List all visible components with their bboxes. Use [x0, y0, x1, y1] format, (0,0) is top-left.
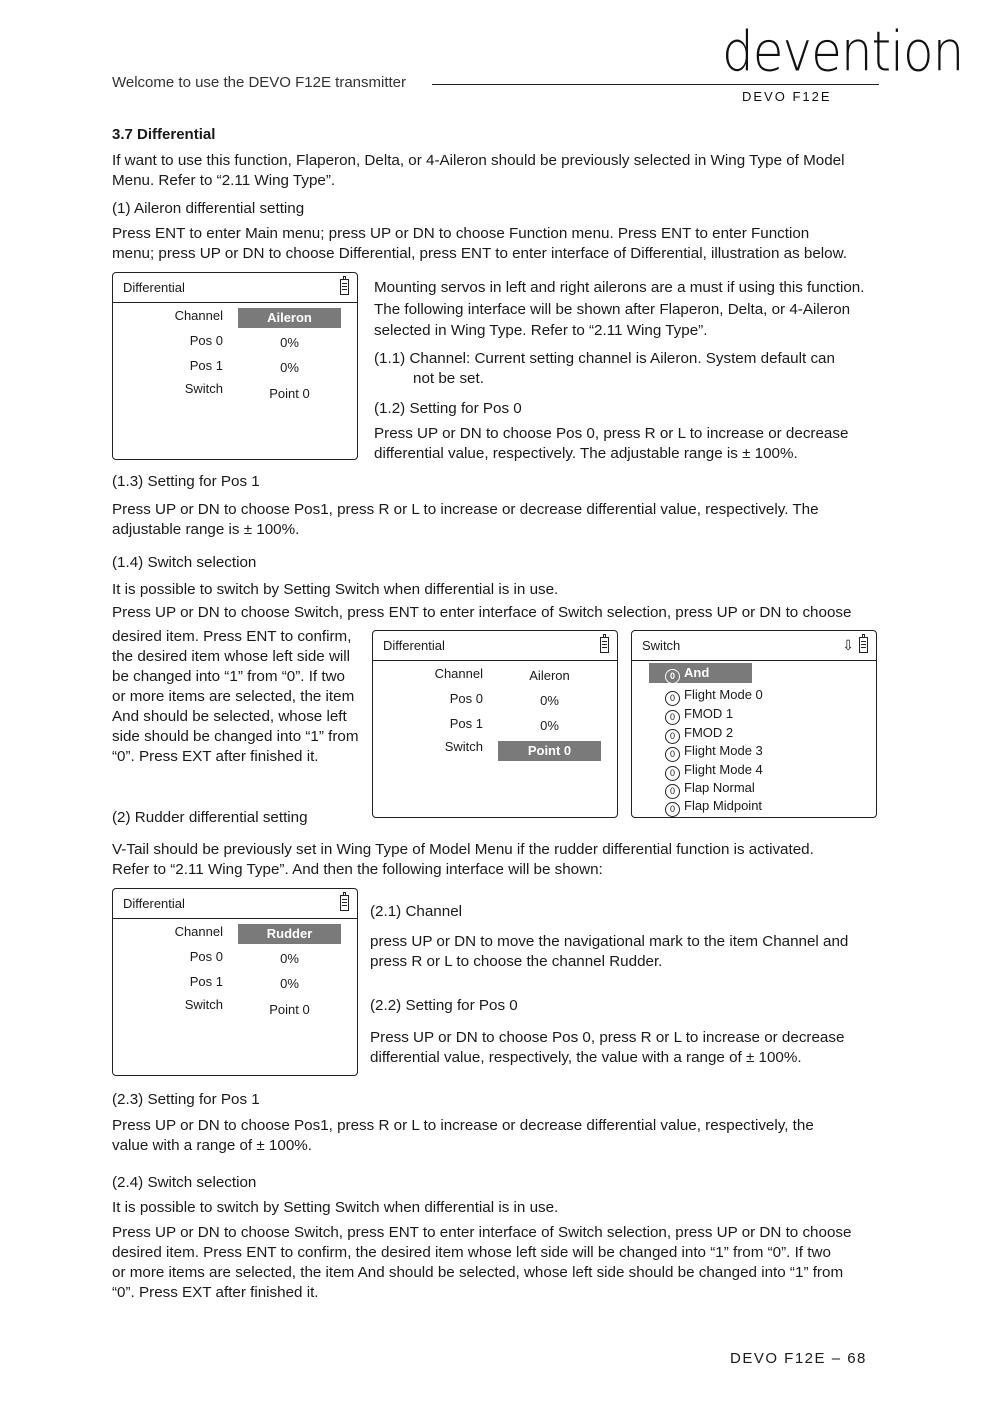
s1-4-c: desired item. Press ENT to confirm, the desired item whose left side will be changed into “1” from “0”. If two or more items are selected, the item And should be selected, whose left side should be changed into “1” from “0”. Press EXT after finished it.: [112, 628, 359, 765]
s2-1-title: (2.1) Channel: [370, 903, 463, 920]
aileron-differential-screen: Differential Channel Aileron Pos 0 0% Pos 1 0% Switch Point 0: [112, 272, 358, 460]
section-title: 3.7 Differential: [112, 126, 216, 143]
s1-3-body: Press UP or DN to choose Pos1, press R or L to increase or decrease differential value, respectively. The adjustable range is ± 100%.: [112, 501, 819, 538]
switch-item[interactable]: 0 Flight Mode 0: [665, 687, 763, 706]
page-number: DEVO F12E – 68: [730, 1350, 867, 1367]
screen-title: Differential: [373, 631, 617, 661]
rudder-intro: V-Tail should be previously set in Wing Type of Model Menu if the rudder differential function is activated. Refer to “2.11 Wing Type”. And then the following interface will be shown:: [112, 841, 814, 878]
switch-item[interactable]: 0 FMOD 2: [665, 725, 733, 744]
channel-value[interactable]: Aileron: [238, 308, 341, 328]
rudder-differential-screen: Differential Channel Rudder Pos 0 0% Pos 1 0% Switch Point 0: [112, 888, 358, 1076]
aileron-switch-screen: Differential Channel Aileron Pos 0 0% Pos 1 0% Switch Point 0: [372, 630, 618, 818]
switch-item[interactable]: 0 FMOD 1: [665, 706, 733, 725]
switch-item-and[interactable]: 0 And: [665, 665, 709, 684]
s2-4-title: (2.4) Switch selection: [112, 1174, 257, 1191]
s1-3-title: (1.3) Setting for Pos 1: [112, 473, 260, 490]
aileron-side-paragraph: Mounting servos in left and right ailerons are a must if using this function. The following interface will be shown after Flaperon, Delta, or 4-Aileron selected in Wing Type. Refer to “2.11 Wing Type”.: [374, 279, 865, 339]
screen-title: Differential: [113, 889, 357, 919]
s2-4-a: It is possible to switch by Setting Switch when differential is in use.: [112, 1199, 559, 1216]
screen-title: Switch: [632, 631, 876, 661]
screen-title: Differential: [113, 273, 357, 303]
aileron-nav-paragraph: Press ENT to enter Main menu; press UP or DN to choose Function menu. Press ENT to enter Function menu; press UP or DN to choose Differential, press ENT to enter interface of Differential, illustration as below.: [112, 225, 847, 262]
switch-item[interactable]: 0 Flap Midpoint: [665, 798, 762, 817]
s1-4-a: It is possible to switch by Setting Switch when differential is in use.: [112, 581, 559, 598]
s1-2-title: (1.2) Setting for Pos 0: [374, 400, 522, 417]
switch-list-screen: [631, 630, 877, 818]
battery-icon: [600, 637, 609, 653]
s2-4-b: Press UP or DN to choose Switch, press ENT to enter interface of Switch selection, press UP or DN to choose desired item. Press ENT to confirm, the desired item whose left side will be changed into “1” from “0”. If two or more items are selected, the item And should be selected, whose left side should be changed into “1” from “0”. Press EXT after finished it.: [112, 1224, 852, 1301]
s1-2-body: Press UP or DN to choose Pos 0, press R or L to increase or decrease differential value, respectively. The adjustable range is ± 100%.: [374, 425, 849, 462]
s2-3-body: Press UP or DN to choose Pos1, press R or L to increase or decrease differential value, respectively, the value with a range of ± 100%.: [112, 1117, 814, 1154]
intro-paragraph: If want to use this function, Flaperon, Delta, or 4-Aileron should be previously selected in Wing Type of Model Menu. Refer to “2.11 Wing Type”.: [112, 152, 845, 189]
aileron-heading: (1) Aileron differential setting: [112, 200, 305, 217]
switch-value[interactable]: Point 0: [498, 741, 601, 761]
s1-1-paragraph: (1.1) Channel: Current setting channel is Aileron. System default can not be set.: [374, 350, 835, 387]
switch-item[interactable]: 0 Flap Normal: [665, 780, 755, 799]
s1-4-b: Press UP or DN to choose Switch, press ENT to enter interface of Switch selection, press UP or DN to choose: [112, 604, 852, 621]
s2-1-body: press UP or DN to move the navigational mark to the item Channel and press R or L to choose the channel Rudder.: [370, 933, 849, 970]
battery-icon: [340, 895, 349, 911]
switch-item[interactable]: 0 Flight Mode 3: [665, 743, 763, 762]
logo-model: DEVO F12E: [742, 89, 832, 104]
switch-item[interactable]: 0 Flight Mode 4: [665, 762, 763, 781]
s2-2-title: (2.2) Setting for Pos 0: [370, 997, 518, 1014]
battery-icon: [859, 637, 868, 653]
s1-4-title: (1.4) Switch selection: [112, 554, 257, 571]
down-arrow-icon: ⇩: [842, 637, 854, 653]
rudder-heading: (2) Rudder differential setting: [112, 809, 308, 826]
header-welcome: Welcome to use the DEVO F12E transmitter: [112, 74, 407, 91]
s2-3-title: (2.3) Setting for Pos 1: [112, 1091, 260, 1108]
battery-icon: [340, 279, 349, 295]
channel-value[interactable]: Rudder: [238, 924, 341, 944]
s2-2-body: Press UP or DN to choose Pos 0, press R or L to increase or decrease differential value, respectively, the value with a range of ± 100%.: [370, 1029, 845, 1066]
devention-logo: devention: [722, 20, 964, 84]
